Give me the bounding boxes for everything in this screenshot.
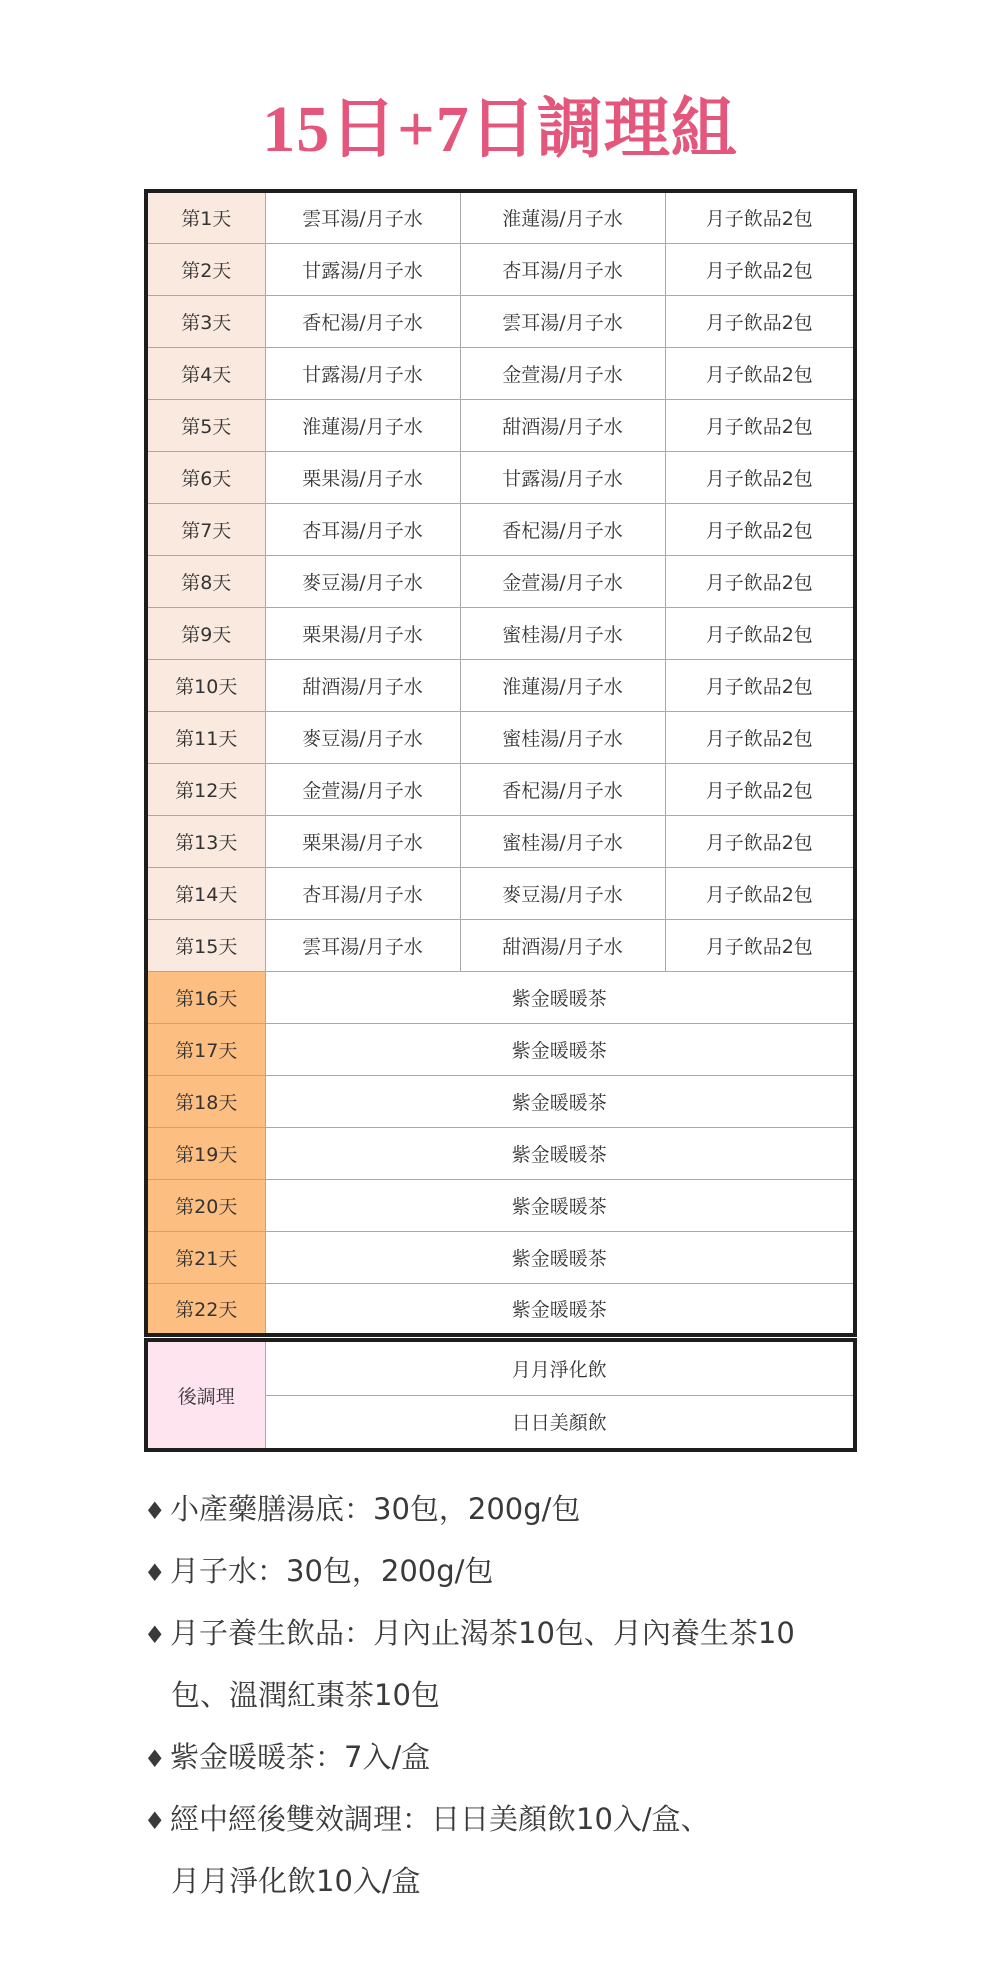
schedule-row — [146, 867, 855, 919]
schedule-item: 月子飲品2包 — [665, 607, 855, 659]
bullet-item — [144, 1602, 964, 1664]
schedule-item: 月子飲品2包 — [665, 191, 855, 243]
bullet-item — [144, 1478, 964, 1540]
day-label: 第7天 — [146, 503, 265, 555]
bullet-text: 月子養生飲品：月內止渴茶10包、月內養生茶10 — [170, 1616, 795, 1650]
schedule-item: 杏耳湯/月子水 — [265, 503, 460, 555]
schedule-item: 月子飲品2包 — [665, 399, 855, 451]
day-label: 第17天 — [146, 1023, 265, 1075]
page-title: 15日+7日調理組 — [262, 93, 738, 166]
schedule-row — [146, 763, 855, 815]
bullet-item-continuation — [144, 1664, 964, 1726]
schedule-item: 甘露湯/月子水 — [265, 347, 460, 399]
day-label: 第16天 — [146, 971, 265, 1023]
schedule-row — [146, 919, 855, 971]
schedule-item: 紫金暖暖茶 — [265, 1075, 855, 1127]
day-label: 第13天 — [146, 815, 265, 867]
schedule-item: 蜜桂湯/月子水 — [460, 711, 665, 763]
schedule-item: 紫金暖暖茶 — [265, 1231, 855, 1283]
schedule-item: 月子飲品2包 — [665, 711, 855, 763]
schedule-row — [146, 659, 855, 711]
schedule-row — [146, 1179, 855, 1231]
schedule-row — [146, 1127, 855, 1179]
schedule-item: 月子飲品2包 — [665, 763, 855, 815]
day-label: 第19天 — [146, 1127, 265, 1179]
schedule-item: 金萱湯/月子水 — [265, 763, 460, 815]
schedule-row — [146, 1023, 855, 1075]
day-label: 第6天 — [146, 451, 265, 503]
schedule-item: 杏耳湯/月子水 — [265, 867, 460, 919]
bullet-item — [144, 1726, 964, 1788]
bullet-text: 經中經後雙效調理：日日美顏飲10入/盒、 — [170, 1802, 710, 1836]
schedule-item: 淮蓮湯/月子水 — [460, 659, 665, 711]
schedule-item: 紫金暖暖茶 — [265, 1127, 855, 1179]
schedule-item: 雲耳湯/月子水 — [265, 919, 460, 971]
schedule-row — [146, 243, 855, 295]
schedule-row — [146, 1231, 855, 1283]
schedule-item: 淮蓮湯/月子水 — [460, 191, 665, 243]
bullet-text: 月月淨化飲10入/盒 — [171, 1864, 421, 1898]
schedule-item: 月子飲品2包 — [665, 867, 855, 919]
bullet-item — [144, 1540, 964, 1602]
schedule-item: 月子飲品2包 — [665, 659, 855, 711]
schedule-table — [144, 189, 857, 1337]
diamond-bullet-icon: ♦ — [144, 1807, 166, 1835]
diamond-bullet-icon: ♦ — [144, 1497, 166, 1525]
schedule-row — [146, 815, 855, 867]
package-contents-list — [144, 1478, 964, 1912]
bullet-item-continuation — [144, 1850, 964, 1912]
schedule-item: 香杞湯/月子水 — [460, 763, 665, 815]
schedule-row — [146, 295, 855, 347]
schedule-item: 紫金暖暖茶 — [265, 1179, 855, 1231]
day-label: 第10天 — [146, 659, 265, 711]
diamond-bullet-icon: ♦ — [144, 1559, 166, 1587]
schedule-row — [146, 503, 855, 555]
day-label: 第3天 — [146, 295, 265, 347]
bullet-text: 紫金暖暖茶：7入/盒 — [170, 1740, 431, 1774]
schedule-item: 月子飲品2包 — [665, 503, 855, 555]
schedule-item: 月子飲品2包 — [665, 295, 855, 347]
post-care-item: 月月淨化飲 — [265, 1340, 855, 1395]
schedule-row — [146, 971, 855, 1023]
schedule-item: 蜜桂湯/月子水 — [460, 607, 665, 659]
schedule-item: 甜酒湯/月子水 — [460, 399, 665, 451]
schedule-item: 雲耳湯/月子水 — [265, 191, 460, 243]
day-label: 第1天 — [146, 191, 265, 243]
diamond-bullet-icon: ♦ — [144, 1621, 166, 1649]
schedule-item: 紫金暖暖茶 — [265, 1023, 855, 1075]
schedule-item: 月子飲品2包 — [665, 919, 855, 971]
schedule-row — [146, 399, 855, 451]
schedule-item: 紫金暖暖茶 — [265, 1283, 855, 1335]
schedule-item: 金萱湯/月子水 — [460, 555, 665, 607]
schedule-item: 淮蓮湯/月子水 — [265, 399, 460, 451]
bullet-text: 月子水：30包，200g/包 — [170, 1554, 494, 1588]
day-label: 第22天 — [146, 1283, 265, 1335]
day-label: 第5天 — [146, 399, 265, 451]
schedule-item: 栗果湯/月子水 — [265, 815, 460, 867]
bullet-text: 包、溫潤紅棗茶10包 — [171, 1678, 440, 1712]
schedule-item: 金萱湯/月子水 — [460, 347, 665, 399]
schedule-item: 麥豆湯/月子水 — [265, 711, 460, 763]
schedule-item: 栗果湯/月子水 — [265, 451, 460, 503]
schedule-item: 甘露湯/月子水 — [460, 451, 665, 503]
schedule-item: 月子飲品2包 — [665, 347, 855, 399]
schedule-item: 月子飲品2包 — [665, 451, 855, 503]
post-care-item: 日日美顏飲 — [265, 1395, 855, 1450]
schedule-item: 甘露湯/月子水 — [265, 243, 460, 295]
schedule-item: 蜜桂湯/月子水 — [460, 815, 665, 867]
day-label: 第21天 — [146, 1231, 265, 1283]
schedule-row — [146, 347, 855, 399]
day-label: 第18天 — [146, 1075, 265, 1127]
day-label: 第15天 — [146, 919, 265, 971]
schedule-item: 月子飲品2包 — [665, 815, 855, 867]
day-label: 第14天 — [146, 867, 265, 919]
schedule-row — [146, 607, 855, 659]
schedule-item: 月子飲品2包 — [665, 555, 855, 607]
schedule-item: 甜酒湯/月子水 — [460, 919, 665, 971]
day-label: 第4天 — [146, 347, 265, 399]
schedule-item: 月子飲品2包 — [665, 243, 855, 295]
schedule-row — [146, 1283, 855, 1335]
schedule-row — [146, 191, 855, 243]
schedule-item: 麥豆湯/月子水 — [265, 555, 460, 607]
bullet-text: 小產藥膳湯底：30包，200g/包 — [170, 1492, 581, 1526]
schedule-item: 甜酒湯/月子水 — [265, 659, 460, 711]
day-label: 第2天 — [146, 243, 265, 295]
schedule-row — [146, 555, 855, 607]
diamond-bullet-icon: ♦ — [144, 1745, 166, 1773]
day-label: 第12天 — [146, 763, 265, 815]
schedule-item: 香杞湯/月子水 — [460, 503, 665, 555]
schedule-row — [146, 711, 855, 763]
schedule-row — [146, 1075, 855, 1127]
schedule-item: 香杞湯/月子水 — [265, 295, 460, 347]
post-care-label: 後調理 — [146, 1340, 265, 1450]
schedule-row — [146, 451, 855, 503]
post-care-table — [144, 1338, 857, 1452]
day-label: 第20天 — [146, 1179, 265, 1231]
schedule-item: 栗果湯/月子水 — [265, 607, 460, 659]
schedule-item: 紫金暖暖茶 — [265, 971, 855, 1023]
schedule-item: 麥豆湯/月子水 — [460, 867, 665, 919]
day-label: 第11天 — [146, 711, 265, 763]
post-care-row — [146, 1340, 855, 1395]
bullet-item — [144, 1788, 964, 1850]
schedule-item: 杏耳湯/月子水 — [460, 243, 665, 295]
schedule-item: 雲耳湯/月子水 — [460, 295, 665, 347]
day-label: 第9天 — [146, 607, 265, 659]
day-label: 第8天 — [146, 555, 265, 607]
